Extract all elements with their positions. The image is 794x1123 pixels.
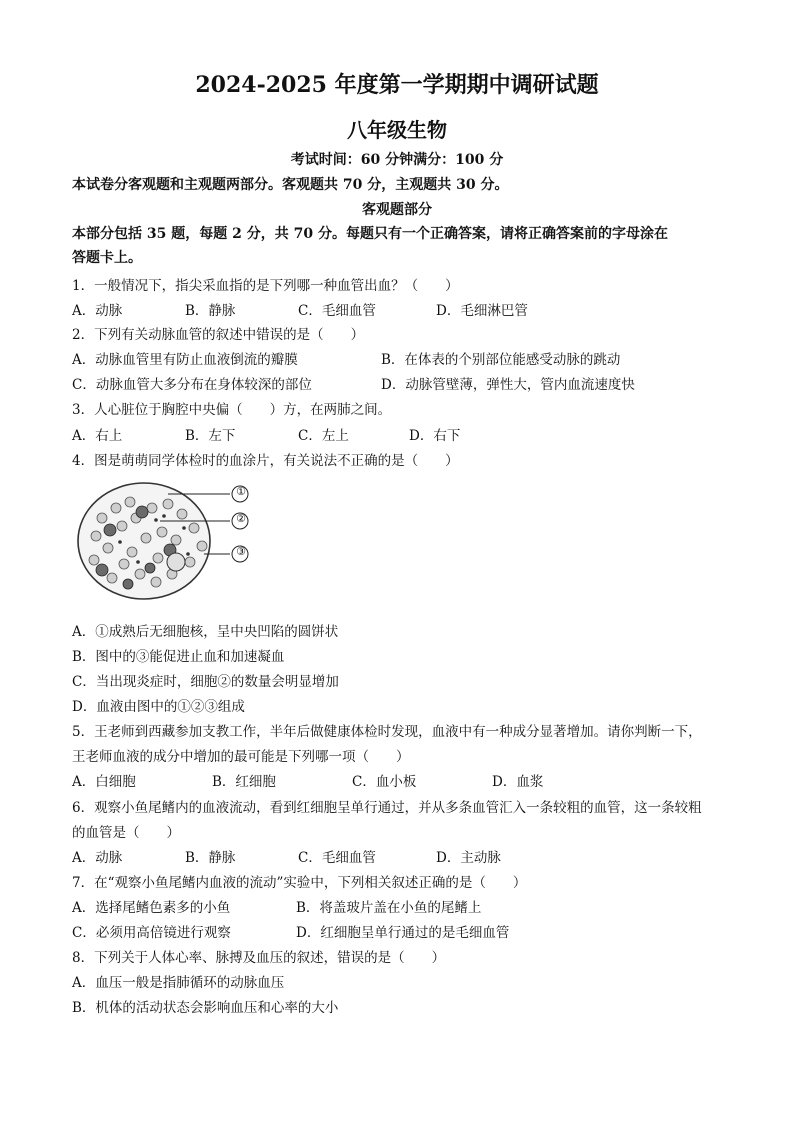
section-title: 客观题部分	[362, 202, 432, 218]
question-5-stem-line-1: 5．王老师到西藏参加支教工作，半年后做健康体检时发现，血液中有一种成分显著增加。请你判断一下，	[72, 724, 702, 740]
figure-label-3: ③	[236, 545, 246, 558]
option-a: A．选择尾鳍色素多的小鱼	[72, 900, 231, 916]
exam-subject: 八年级生物	[347, 118, 447, 142]
option-a: A．右上	[72, 428, 123, 444]
instruction-line-1: 本部分包括 35 题，每题 2 分，共 70 分。每题只有一个正确答案，请将正确答案前的字母涂在	[72, 226, 668, 242]
option-c: C．左上	[298, 428, 349, 444]
instruction-line-2: 答题卡上。	[72, 250, 142, 266]
question-4-option-b: B．图中的③能促进止血和加速凝血	[72, 649, 285, 665]
option-c: C．必须用高倍镜进行观察	[72, 925, 231, 941]
question-1-stem: 1．一般情况下，指尖采血指的是下列哪一种血管出血？（ ）	[72, 278, 459, 294]
question-5-stem-line-2: 王老师血液的成分中增加的最可能是下列哪一项（ ）	[72, 749, 410, 765]
option-a: A．动脉血管里有防止血液倒流的瓣膜	[72, 352, 298, 368]
question-4-stem: 4．图是萌萌同学体检时的血涂片，有关说法不正确的是（ ）	[72, 453, 459, 469]
figure-label-2: ②	[236, 512, 246, 525]
option-b: B．左下	[185, 428, 236, 444]
option-b: B．静脉	[185, 850, 236, 866]
question-2-stem: 2．下列有关动脉血管的叙述中错误的是（ ）	[72, 327, 365, 343]
question-6-stem-line-1: 6．观察小鱼尾鳍内的血液流动，看到红细胞呈单行通过，并从多条血管汇入一条较粗的血管，这一条较粗	[72, 800, 702, 816]
option-a: A．动脉	[72, 303, 123, 319]
option-b: B．红细胞	[212, 774, 276, 790]
question-7-stem: 7．在“观察小鱼尾鳍内血液的流动”实验中，下列相关叙述正确的是（ ）	[72, 875, 527, 891]
option-d: D．右下	[409, 428, 461, 444]
question-6-stem-line-2: 的血管是（ ）	[72, 825, 180, 841]
question-8-option-a: A．血压一般是指肺循环的动脉血压	[72, 975, 285, 991]
option-b: B．在体表的个别部位能感受动脉的跳动	[381, 352, 621, 368]
question-4-option-c: C．当出现炎症时，细胞②的数量会明显增加	[72, 674, 339, 690]
question-3-stem: 3．人心脏位于胸腔中央偏（ ）方，在两肺之间。	[72, 402, 392, 418]
question-4-option-d: D．血液由图中的①②③组成	[72, 699, 245, 715]
option-d: D．主动脉	[436, 850, 501, 866]
option-a: A．动脉	[72, 850, 123, 866]
option-b: B．将盖玻片盖在小鱼的尾鳍上	[296, 900, 482, 916]
exam-title: 2024-2025 年度第一学期期中调研试题	[195, 72, 599, 98]
exam-intro: 本试卷分客观题和主观题两部分。客观题共 70 分，主观题共 30 分。	[72, 177, 509, 193]
option-c: C．动脉血管大多分布在身体较深的部位	[72, 377, 312, 393]
option-d: D．血浆	[492, 774, 544, 790]
option-b: B．静脉	[185, 303, 236, 319]
exam-info: 考试时间：60 分钟满分：100 分	[290, 152, 504, 168]
option-d: D．毛细淋巴管	[436, 303, 528, 319]
option-d: D．动脉管壁薄，弹性大，管内血流速度快	[381, 377, 635, 393]
option-a: A．白细胞	[72, 774, 136, 790]
figure-label-1: ①	[236, 485, 246, 498]
question-8-stem: 8．下列关于人体心率、脉搏及血压的叙述，错误的是（ ）	[72, 950, 446, 966]
option-c: C．毛细血管	[298, 303, 376, 319]
option-c: C．毛细血管	[298, 850, 376, 866]
option-d: D．红细胞呈单行通过的是毛细血管	[296, 925, 510, 941]
large-cell	[167, 553, 185, 571]
question-4-option-a: A．①成熟后无细胞核，呈中央凹陷的圆饼状	[72, 624, 339, 640]
question-8-option-b: B．机体的活动状态会影响血压和心率的大小	[72, 1000, 339, 1016]
option-c: C．血小板	[352, 774, 417, 790]
